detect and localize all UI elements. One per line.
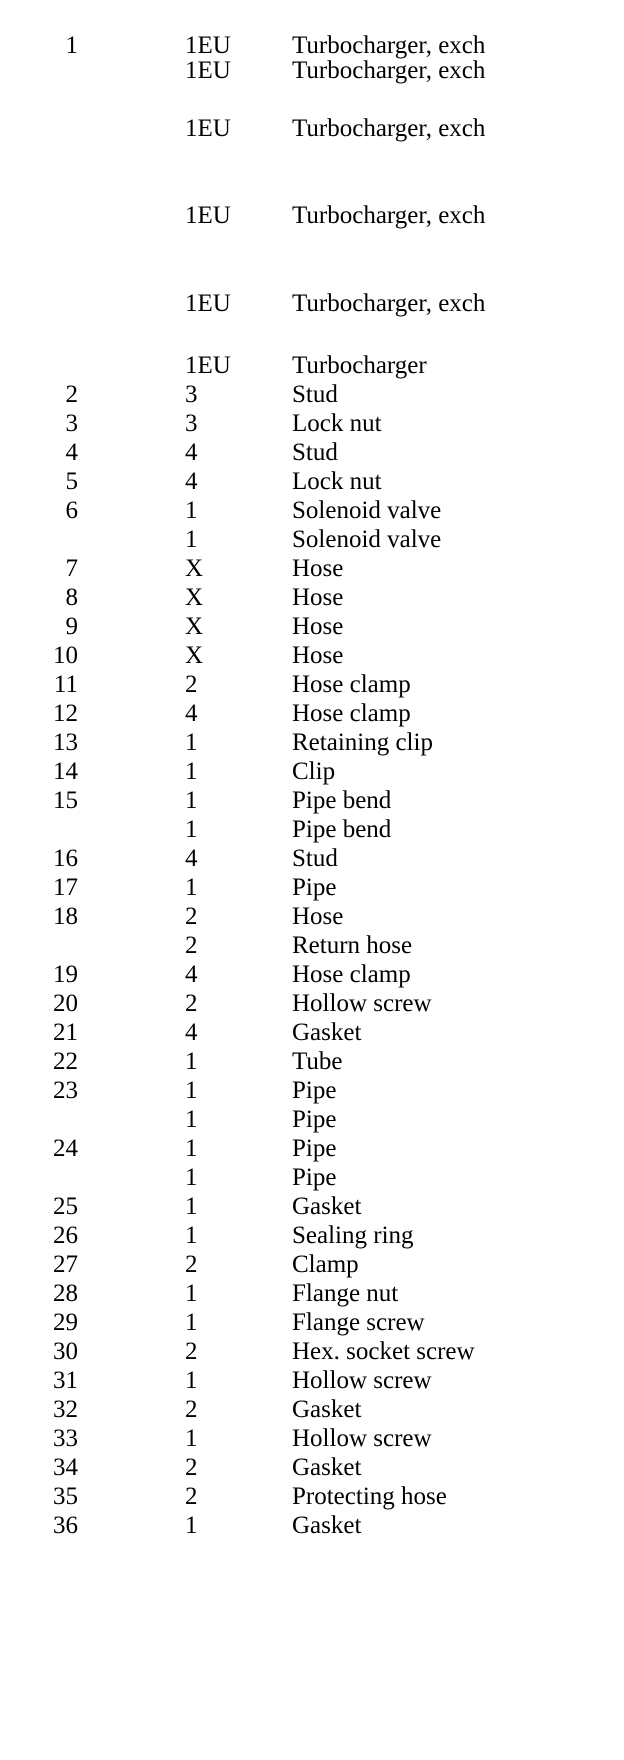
- item-quantity: 2: [185, 903, 198, 930]
- item-description: Clip: [292, 758, 336, 785]
- parts-row: [0, 55, 624, 87]
- parts-row: [0, 611, 624, 643]
- item-number: 17: [53, 874, 78, 901]
- parts-row: [0, 698, 624, 730]
- item-quantity: 4: [185, 1019, 198, 1046]
- item-number: 1: [65, 32, 78, 59]
- item-quantity: X: [185, 613, 204, 640]
- item-description: Pipe: [292, 874, 337, 901]
- item-quantity: 1EU: [185, 32, 231, 59]
- item-number: 28: [53, 1280, 78, 1307]
- item-description: Gasket: [292, 1512, 362, 1539]
- item-quantity: 1: [185, 497, 198, 524]
- item-number: 32: [53, 1396, 78, 1423]
- parts-row: [0, 408, 624, 440]
- item-number: 24: [53, 1135, 78, 1162]
- item-description: Flange nut: [292, 1280, 399, 1307]
- item-number: 5: [65, 468, 78, 495]
- item-quantity: 1EU: [185, 115, 231, 142]
- parts-row: [0, 1278, 624, 1310]
- parts-row: [0, 959, 624, 991]
- item-description: Hose: [292, 903, 344, 930]
- item-quantity: 1: [185, 1309, 198, 1336]
- item-number: 23: [53, 1077, 78, 1104]
- item-description: Stud: [292, 381, 338, 408]
- parts-row: [0, 1452, 624, 1484]
- parts-row: [0, 1249, 624, 1281]
- item-quantity: 1EU: [185, 202, 231, 229]
- item-description: Pipe: [292, 1077, 337, 1104]
- parts-row: [0, 727, 624, 759]
- item-description: Stud: [292, 439, 338, 466]
- parts-row: [0, 814, 624, 846]
- item-description: Gasket: [292, 1454, 362, 1481]
- item-description: Hex. socket screw: [292, 1338, 475, 1365]
- parts-row: [0, 1191, 624, 1223]
- item-quantity: 1: [185, 526, 198, 553]
- item-description: Return hose: [292, 932, 413, 959]
- item-number: 4: [65, 439, 78, 466]
- item-quantity: 1: [185, 787, 198, 814]
- item-quantity: 1: [185, 874, 198, 901]
- item-number: 16: [53, 845, 78, 872]
- item-description: Hollow screw: [292, 1425, 432, 1452]
- parts-row: [0, 640, 624, 672]
- item-quantity: 1: [185, 1077, 198, 1104]
- item-description: Stud: [292, 845, 338, 872]
- item-quantity: 2: [185, 671, 198, 698]
- item-description: Pipe: [292, 1164, 337, 1191]
- item-number: 3: [65, 410, 78, 437]
- parts-row: [0, 1336, 624, 1368]
- parts-row: [0, 553, 624, 585]
- item-description: Tube: [292, 1048, 343, 1075]
- item-quantity: 2: [185, 1454, 198, 1481]
- item-quantity: 1: [185, 1193, 198, 1220]
- item-description: Gasket: [292, 1193, 362, 1220]
- item-description: Hose clamp: [292, 700, 411, 727]
- parts-row: [0, 113, 624, 145]
- item-description: Solenoid valve: [292, 497, 442, 524]
- item-number: 12: [53, 700, 78, 727]
- item-quantity: 4: [185, 700, 198, 727]
- item-number: 30: [53, 1338, 78, 1365]
- item-description: Pipe bend: [292, 816, 392, 843]
- item-description: Sealing ring: [292, 1222, 414, 1249]
- item-number: 13: [53, 729, 78, 756]
- item-description: Gasket: [292, 1396, 362, 1423]
- parts-row: [0, 1423, 624, 1455]
- item-number: 25: [53, 1193, 78, 1220]
- item-number: 20: [53, 990, 78, 1017]
- item-quantity: 2: [185, 1483, 198, 1510]
- item-number: 11: [53, 671, 78, 698]
- item-number: 33: [53, 1425, 78, 1452]
- parts-row: [0, 756, 624, 788]
- item-number: 31: [53, 1367, 78, 1394]
- item-number: 10: [53, 642, 78, 669]
- parts-row: [0, 872, 624, 904]
- item-description: Hose clamp: [292, 961, 411, 988]
- item-description: Turbocharger, exch: [292, 57, 486, 84]
- item-quantity: 4: [185, 439, 198, 466]
- parts-row: [0, 524, 624, 556]
- item-quantity: X: [185, 642, 204, 669]
- item-quantity: 3: [185, 381, 198, 408]
- parts-row: [0, 901, 624, 933]
- parts-row: [0, 1365, 624, 1397]
- item-description: Clamp: [292, 1251, 359, 1278]
- item-quantity: 2: [185, 1396, 198, 1423]
- item-description: Turbocharger, exch: [292, 290, 486, 317]
- item-description: Hollow screw: [292, 1367, 432, 1394]
- item-quantity: X: [185, 555, 204, 582]
- item-quantity: 1: [185, 816, 198, 843]
- item-description: Pipe bend: [292, 787, 392, 814]
- item-number: 26: [53, 1222, 78, 1249]
- item-quantity: 3: [185, 410, 198, 437]
- item-description: Flange screw: [292, 1309, 425, 1336]
- parts-row: [0, 1510, 624, 1542]
- item-number: 22: [53, 1048, 78, 1075]
- item-quantity: 1EU: [185, 57, 231, 84]
- item-description: Turbocharger, exch: [292, 202, 486, 229]
- item-number: 8: [65, 584, 78, 611]
- item-quantity: 1: [185, 1512, 198, 1539]
- item-quantity: 2: [185, 990, 198, 1017]
- parts-row: [0, 930, 624, 962]
- parts-row: [0, 1307, 624, 1339]
- item-description: Lock nut: [292, 410, 382, 437]
- parts-row: [0, 988, 624, 1020]
- item-quantity: 1: [185, 1135, 198, 1162]
- item-number: 34: [53, 1454, 78, 1481]
- item-quantity: 2: [185, 932, 198, 959]
- item-number: 6: [65, 497, 78, 524]
- item-number: 2: [65, 381, 78, 408]
- parts-row: [0, 437, 624, 469]
- item-quantity: 2: [185, 1251, 198, 1278]
- item-description: Solenoid valve: [292, 526, 442, 553]
- parts-row: [0, 1046, 624, 1078]
- item-number: 27: [53, 1251, 78, 1278]
- parts-row: [0, 785, 624, 817]
- parts-row: [0, 1133, 624, 1165]
- item-quantity: 1: [185, 1106, 198, 1133]
- item-description: Hose: [292, 584, 344, 611]
- item-description: Turbocharger, exch: [292, 115, 486, 142]
- item-quantity: 1: [185, 1048, 198, 1075]
- item-number: 35: [53, 1483, 78, 1510]
- item-description: Protecting hose: [292, 1483, 447, 1510]
- parts-row: [0, 843, 624, 875]
- item-number: 15: [53, 787, 78, 814]
- parts-row: [0, 495, 624, 527]
- item-description: Turbocharger, exch: [292, 32, 486, 59]
- parts-row: [0, 1481, 624, 1513]
- parts-row: [0, 669, 624, 701]
- item-number: 9: [65, 613, 78, 640]
- item-description: Lock nut: [292, 468, 382, 495]
- parts-row: [0, 379, 624, 411]
- item-description: Turbocharger: [292, 352, 427, 379]
- parts-row: [0, 1220, 624, 1252]
- parts-row: [0, 466, 624, 498]
- parts-row: [0, 350, 624, 382]
- item-quantity: 4: [185, 468, 198, 495]
- parts-row: [0, 582, 624, 614]
- item-description: Gasket: [292, 1019, 362, 1046]
- item-description: Pipe: [292, 1106, 337, 1133]
- item-quantity: X: [185, 584, 204, 611]
- item-description: Pipe: [292, 1135, 337, 1162]
- parts-row: [0, 1017, 624, 1049]
- item-number: 14: [53, 758, 78, 785]
- item-quantity: 1: [185, 1164, 198, 1191]
- parts-row: [0, 200, 624, 232]
- parts-row: [0, 1104, 624, 1136]
- parts-row: [0, 1394, 624, 1426]
- parts-row: [0, 1075, 624, 1107]
- item-description: Hose: [292, 613, 344, 640]
- item-quantity: 1: [185, 1280, 198, 1307]
- item-number: 7: [65, 555, 78, 582]
- item-quantity: 1: [185, 1222, 198, 1249]
- parts-row: [0, 288, 624, 320]
- item-number: 36: [53, 1512, 78, 1539]
- item-number: 19: [53, 961, 78, 988]
- item-quantity: 1: [185, 729, 198, 756]
- item-description: Retaining clip: [292, 729, 433, 756]
- item-quantity: 1: [185, 1425, 198, 1452]
- item-number: 29: [53, 1309, 78, 1336]
- item-number: 21: [53, 1019, 78, 1046]
- item-description: Hose clamp: [292, 671, 411, 698]
- item-quantity: 1EU: [185, 352, 231, 379]
- parts-row: [0, 1162, 624, 1194]
- item-description: Hose: [292, 555, 344, 582]
- item-quantity: 2: [185, 1338, 198, 1365]
- item-quantity: 1: [185, 1367, 198, 1394]
- item-quantity: 1: [185, 758, 198, 785]
- item-number: 18: [53, 903, 78, 930]
- item-description: Hose: [292, 642, 344, 669]
- item-quantity: 1EU: [185, 290, 231, 317]
- item-quantity: 4: [185, 961, 198, 988]
- item-description: Hollow screw: [292, 990, 432, 1017]
- item-quantity: 4: [185, 845, 198, 872]
